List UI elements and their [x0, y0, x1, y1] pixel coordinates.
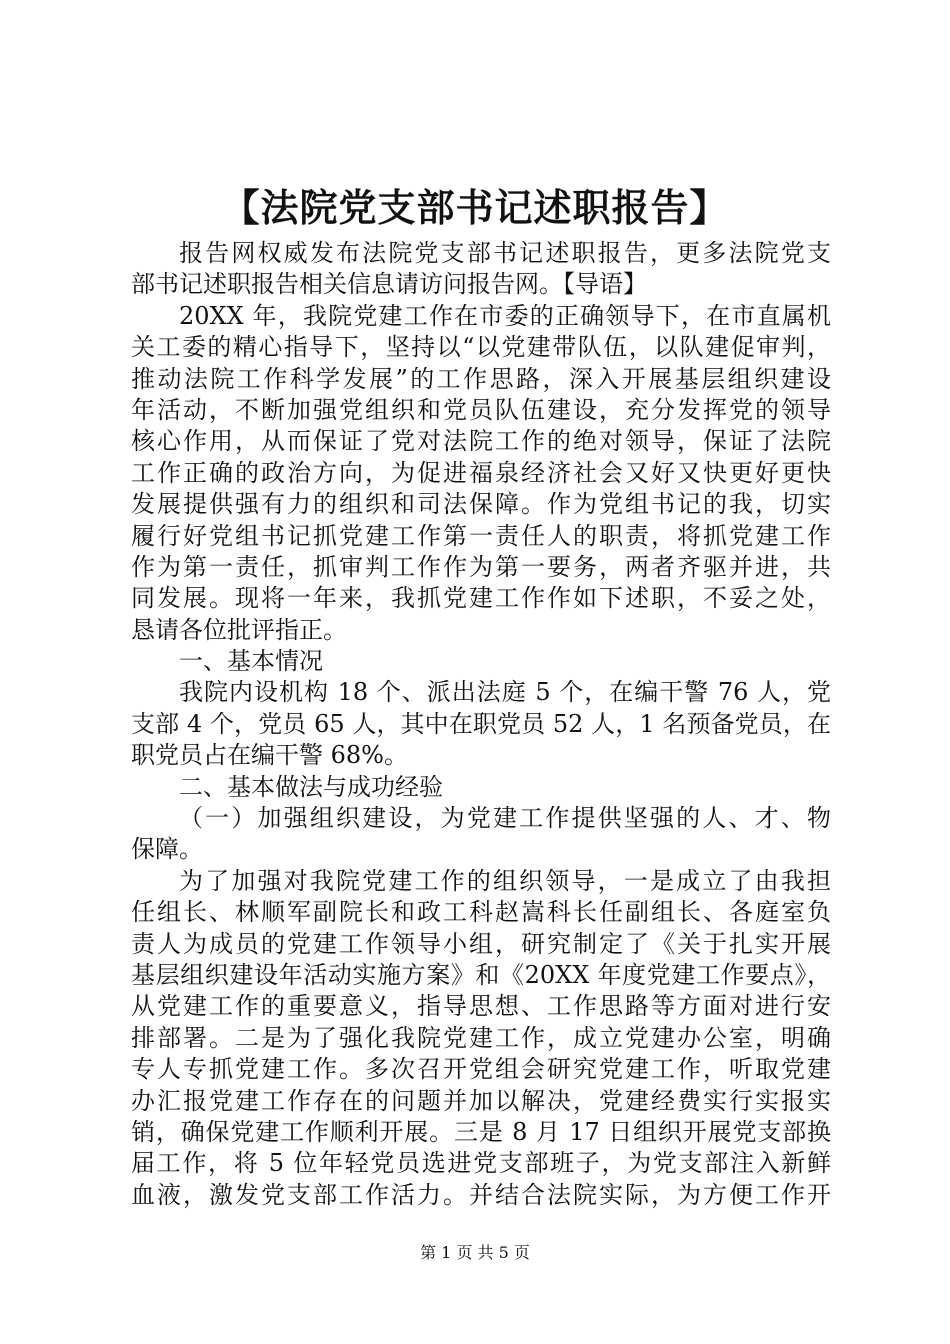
body-line: 核心作用，从而保证了党对法院工作的绝对领导，保证了法院	[131, 427, 831, 456]
body-line: （一）加强组织建设，为党建工作提供坚强的人、才、物	[179, 804, 831, 833]
body-line: 推动法院工作科学发展”的工作思路，深入开展基层组织建设	[131, 364, 831, 393]
body-line: 工作正确的政治方向，为促进福泉经济社会又好又快更好更快	[131, 458, 831, 487]
body-line: 二、基本做法与成功经验	[179, 772, 443, 801]
body-line: 专人专抓党建工作。多次召开党组会研究党建工作，听取党建	[131, 1055, 831, 1084]
body-line: 履行好党组书记抓党建工作第一责任人的职责，将抓党建工作	[131, 521, 831, 550]
body-line: 部书记述职报告相关信息请访问报告网。【导语】	[131, 270, 647, 299]
body-line: 血液，激发党支部工作活力。并结合法院实际，为方便工作开	[131, 1180, 831, 1209]
body-line: 20XX 年，我院党建工作在市委的正确领导下，在市直属机	[179, 301, 831, 330]
body-line: 届工作，将 5 位年轻党员选进党支部班子，为党支部注入新鲜	[131, 1149, 831, 1178]
body-line: 关工委的精心指导下，坚持以“以党建带队伍，以队建促审判，	[131, 333, 831, 362]
body-line: 从党建工作的重要意义，指导思想、工作思路等方面对进行安	[131, 992, 831, 1021]
body-line: 作为第一责任，抓审判工作作为第一要务，两者齐驱并进，共	[131, 552, 831, 581]
body-line: 排部署。二是为了强化我院党建工作，成立党建办公室，明确	[131, 1023, 831, 1052]
body-line: 职党员占在编干警 68%。	[131, 741, 408, 770]
body-line: 保障。	[131, 835, 203, 864]
body-line: 基层组织建设年活动实施方案》和《20XX 年度党建工作要点》，	[131, 960, 831, 989]
body-line: 年活动，不断加强党组织和党员队伍建设，充分发挥党的领导	[131, 395, 831, 424]
body-line: 一、基本情况	[179, 647, 323, 676]
body-line: 任组长、林顺军副院长和政工科赵嵩科长任副组长、各庭室负	[131, 898, 831, 927]
body-line: 责人为成员的党建工作领导小组，研究制定了《关于扎实开展	[131, 929, 831, 958]
body-line: 为了加强对我院党建工作的组织领导，一是成立了由我担	[179, 866, 831, 895]
page-footer: 第 1 页 共 5 页	[420, 1243, 530, 1262]
document-body	[131, 238, 831, 1211]
body-line: 恳请各位批评指正。	[131, 615, 347, 644]
body-line: 报告网权威发布法院党支部书记述职报告，更多法院党支	[179, 239, 831, 267]
document-title: 【法院党支部书记述职报告】	[221, 185, 729, 230]
body-line: 办汇报党建工作存在的问题并加以解决，党建经费实行实报实	[131, 1086, 831, 1115]
body-line: 销，确保党建工作顺利开展。三是 8 月 17 日组织开展党支部换	[131, 1117, 831, 1146]
body-line: 发展提供强有力的组织和司法保障。作为党组书记的我，切实	[131, 490, 831, 519]
body-line: 我院内设机构 18 个、派出法庭 5 个，在编干警 76 人，党	[179, 678, 831, 707]
body-line: 同发展。现将一年来，我抓党建工作作如下述职，不妥之处，	[131, 584, 831, 613]
body-line: 支部 4 个，党员 65 人，其中在职党员 52 人，1 名预备党员，在	[131, 709, 831, 738]
